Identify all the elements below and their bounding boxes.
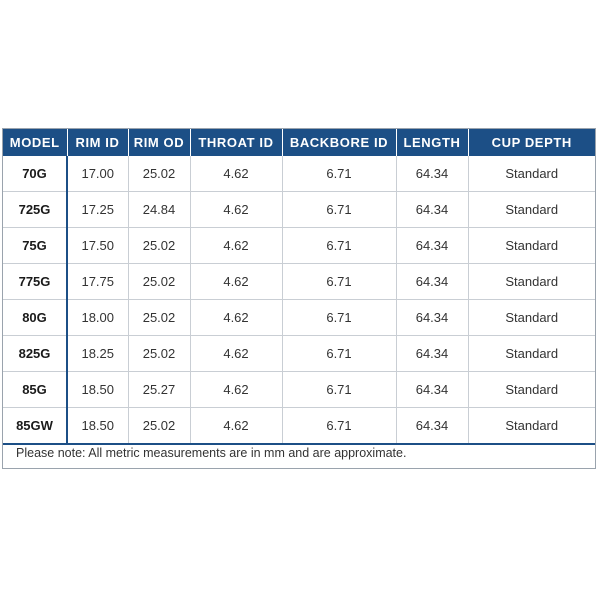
table-body [3, 156, 595, 444]
throat-id-cell: 4.62 [190, 300, 282, 336]
cup-depth-cell: Standard [468, 264, 595, 300]
model-cell: 75G [3, 228, 67, 264]
table-row [3, 264, 595, 300]
throat-id-cell: 4.62 [190, 264, 282, 300]
length-cell: 64.34 [396, 336, 468, 372]
table-row [3, 192, 595, 228]
backbore-id-cell: 6.71 [282, 408, 396, 445]
table-row [3, 408, 595, 445]
rim-id-cell: 18.25 [67, 336, 128, 372]
model-cell: 85G [3, 372, 67, 408]
throat-id-cell: 4.62 [190, 336, 282, 372]
model-cell: 85GW [3, 408, 67, 445]
model-cell: 80G [3, 300, 67, 336]
rim-id-cell: 17.75 [67, 264, 128, 300]
table-row [3, 156, 595, 192]
table-row [3, 228, 595, 264]
model-cell: 70G [22, 166, 47, 181]
column-header-backbore-id: BACKBORE ID [282, 129, 396, 156]
rim-od-cell: 25.02 [128, 408, 190, 445]
cup-depth-cell: Standard [468, 156, 595, 192]
column-header-rim-id: RIM ID [67, 129, 128, 156]
backbore-id-cell: 6.71 [282, 228, 396, 264]
rim-od-cell: 25.02 [128, 228, 190, 264]
backbore-id-cell: 6.71 [282, 336, 396, 372]
rim-id-cell: 18.00 [67, 300, 128, 336]
throat-id-cell: 4.62 [190, 408, 282, 445]
column-header-cup-depth: CUP DEPTH [468, 129, 595, 156]
rim-id-cell: 18.50 [67, 408, 128, 445]
length-cell: 64.34 [396, 156, 468, 192]
rim-id-cell: 17.00 [67, 156, 128, 192]
length-cell: 64.34 [396, 408, 468, 445]
cup-depth-cell: Standard [468, 228, 595, 264]
model-cell: 725G [3, 192, 67, 228]
footnote: Please note: All metric measurements are in mm and are approximate. [16, 446, 407, 460]
column-header-rim-od: RIM OD [128, 129, 190, 156]
length-cell: 64.34 [396, 228, 468, 264]
throat-id-cell: 4.62 [190, 156, 282, 192]
cup-depth-cell: Standard [468, 192, 595, 228]
rim-od-cell: 25.02 [128, 300, 190, 336]
throat-id-cell: 4.62 [190, 228, 282, 264]
throat-id-cell: 4.62 [190, 192, 282, 228]
backbore-id-cell: 6.71 [282, 156, 396, 192]
length-cell: 64.34 [396, 192, 468, 228]
model-cell: 775G [3, 264, 67, 300]
rim-od-cell: 24.84 [128, 192, 190, 228]
column-header-throat-id: THROAT ID [190, 129, 282, 156]
table-row [3, 336, 595, 372]
backbore-id-cell: 6.71 [282, 372, 396, 408]
header-row [3, 129, 595, 156]
model-cell: 825G [3, 336, 67, 372]
cup-depth-cell: Standard [468, 336, 595, 372]
rim-od-cell: 25.27 [128, 372, 190, 408]
cup-depth-cell: Standard [468, 372, 595, 408]
column-header-model: MODEL [3, 129, 67, 156]
backbore-id-cell: 6.71 [282, 264, 396, 300]
table-row [3, 300, 595, 336]
length-cell: 64.34 [396, 264, 468, 300]
length-cell: 64.34 [396, 372, 468, 408]
cup-depth-cell: Standard [468, 300, 595, 336]
column-header-length: LENGTH [396, 129, 468, 156]
rim-id-cell: 17.50 [67, 228, 128, 264]
table-row [3, 372, 595, 408]
rim-id-cell: 17.25 [67, 192, 128, 228]
backbore-id-cell: 6.71 [282, 300, 396, 336]
throat-id-cell: 4.62 [190, 372, 282, 408]
table-header [3, 129, 595, 156]
length-cell: 64.34 [396, 300, 468, 336]
spec-card [2, 128, 596, 469]
rim-od-cell: 25.02 [128, 264, 190, 300]
backbore-id-cell: 6.71 [282, 192, 396, 228]
spec-table [3, 129, 595, 445]
rim-id-cell: 18.50 [67, 372, 128, 408]
rim-od-cell: 25.02 [128, 336, 190, 372]
cup-depth-cell: Standard [468, 408, 595, 445]
rim-od-cell: 25.02 [128, 156, 190, 192]
